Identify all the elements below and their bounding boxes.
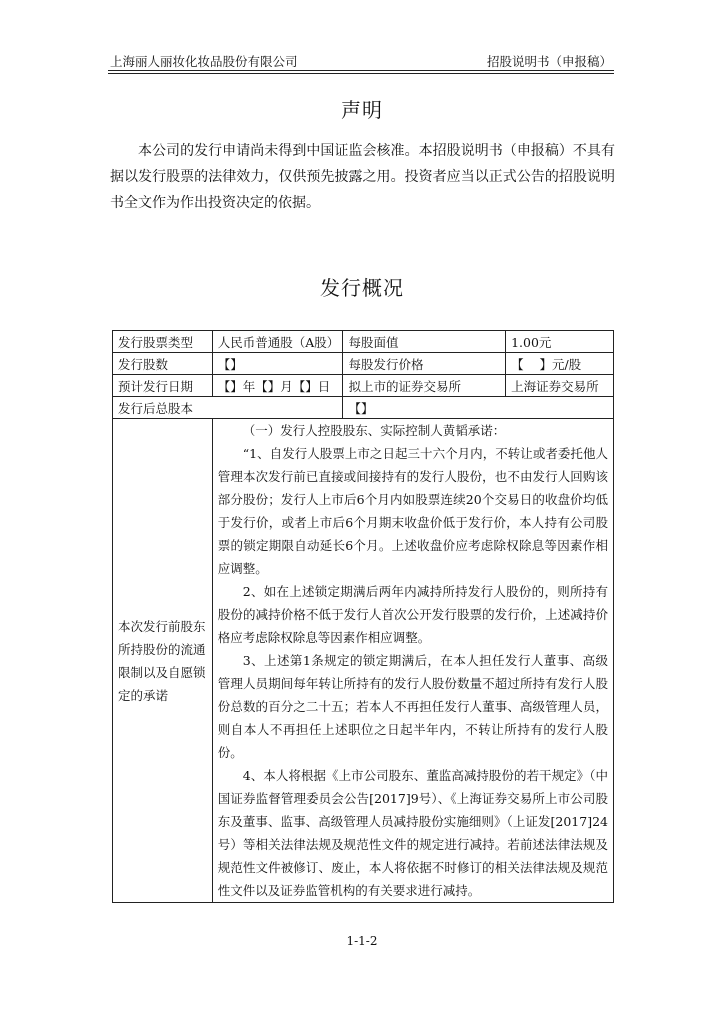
header-company: 上海丽人丽妆化妆品股份有限公司 — [110, 54, 298, 69]
commitment-paragraph: （一）发行人控股股东、实际控制人黄韬承诺： — [242, 423, 506, 438]
table-row — [113, 353, 614, 375]
value-par-value: 1.00元 — [506, 331, 614, 353]
statement-title: 声明 — [341, 98, 383, 122]
table-row — [113, 419, 614, 903]
value-total-shares: 【】 — [343, 397, 614, 419]
table-row — [113, 375, 614, 397]
commitment-paragraph: “1、自发行人股票上市之日起三十六个月内，不转让或者委托他人管理本次发行前已直接或间接持有的发行人股份，也不由发行人回购该部分股份；发行人上市后6个月内如股票连续20个交易日的收盘价均低于发行价，或者上市后6个月期末收盘价低于发行价，本人持有公司股票的锁定期限自动延长6个月。上述收盘价应考虑除权除息等因素作相应调整。 — [217, 446, 608, 576]
overview-title: 发行概况 — [320, 276, 404, 300]
value-stock-type: 人民币普通股（A股） — [212, 331, 343, 353]
page-number: 1-1-2 — [346, 934, 378, 948]
header-rule — [108, 73, 614, 74]
label-stock-type: 发行股票类型 — [113, 331, 213, 353]
table-row — [113, 397, 614, 419]
label-issue-price: 每股发行价格 — [343, 353, 506, 375]
value-issue-date: 【】年【】月【】日 — [212, 375, 343, 397]
value-issue-price: 【 】元/股 — [506, 353, 614, 375]
label-issue-date: 预计发行日期 — [113, 375, 213, 397]
commitment-paragraph: 3、上述第1条规定的锁定期满后，在本人担任发行人董事、高级管理人员期间每年转让所持有的发行人股份数量不超过所持有发行人股份总数的百分之二十五；若本人不再担任发行人董事、高级管理人员，则自本人不再担任上述职位之日起半年内，不转让所持有的发行人股份。 — [217, 653, 608, 760]
value-exchange: 上海证券交易所 — [506, 375, 614, 397]
label-lockup-commitment: 本次发行前股东所持股份的流通限制以及自愿锁定的承诺 — [113, 419, 213, 903]
label-shares-issued: 发行股数 — [113, 353, 213, 375]
commitment-paragraph: 2、如在上述锁定期满后两年内减持所持发行人股份的，则所持有股份的减持价格不低于发行人首次公开发行股票的发行价，上述减持价格应考虑除权除息等因素作相应调整。 — [217, 584, 608, 645]
label-par-value: 每股面值 — [343, 331, 506, 353]
statement-body: 本公司的发行申请尚未得到中国证监会核准。本招股说明书（申报稿）不具有据以发行股票的法律效力，仅供预先披露之用。投资者应当以正式公告的招股说明书全文作为作出投资决定的依据。 — [110, 143, 615, 211]
value-shares-issued: 【】 — [212, 353, 343, 375]
header-doc-title: 招股说明书（申报稿） — [486, 54, 612, 69]
lockup-commitment-text — [212, 419, 613, 903]
label-exchange: 拟上市的证券交易所 — [343, 375, 506, 397]
label-total-shares: 发行后总股本 — [113, 397, 343, 419]
overview-table — [112, 330, 614, 903]
commitment-paragraph: 4、本人将根据《上市公司股东、董监高减持股份的若干规定》（中国证券监督管理委员会公告[2017]9号）、《上海证券交易所上市公司股东及董事、监事、高级管理人员减持股份实施细则》（上证发[2017]24号）等相关法律法规及规范性文件的规定进行减持。若前述法律法规及规范性文件被修订、废止，本人将依据不时修订的相关法律法规及规范性文件以及证券监管机构的有关要求进行减持。 — [217, 768, 608, 898]
table-row — [113, 331, 614, 353]
page-header — [108, 50, 614, 71]
